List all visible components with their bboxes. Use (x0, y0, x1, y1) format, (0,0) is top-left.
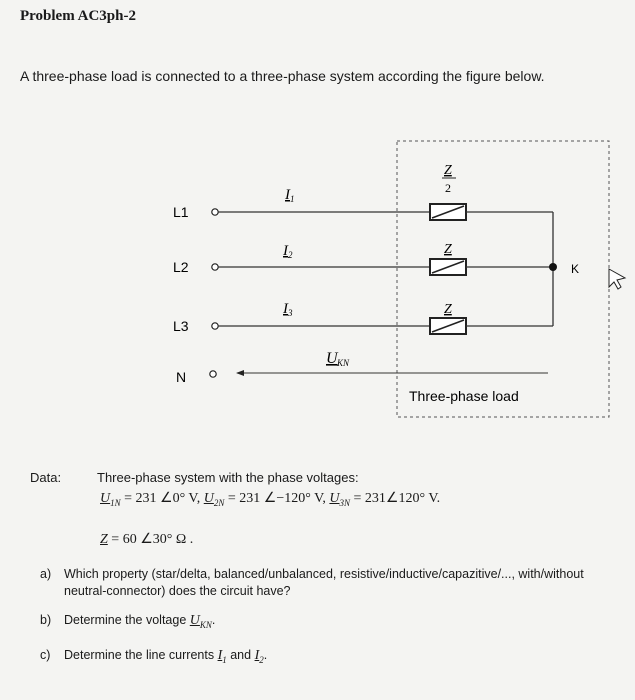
data-label: Data: (30, 470, 62, 485)
problem-title: Problem AC3ph-2 (20, 8, 136, 24)
current-i1-sub: 1 (290, 194, 295, 204)
impedance-label-half: Z (444, 163, 452, 178)
load-label: Three-phase load (409, 388, 519, 404)
impedance-value: Z = 60 ∠30° Ω . (100, 532, 194, 547)
load-box (397, 141, 609, 417)
current-i3: I (283, 301, 288, 317)
mouse-cursor-icon (609, 269, 625, 289)
terminal-l1: L1 (173, 204, 189, 220)
terminal-circle-l2 (212, 264, 218, 270)
terminal-n: N (176, 369, 187, 385)
phase-voltages: $U_{1N} = 231$ ∠0° V, $U_{2N} = 231$ ∠−120° V, $U_{3N}$ = 231∠120° V. (100, 491, 441, 508)
impedance-label-half-denominator: 2 (445, 181, 451, 195)
current-i2-sub: 2 (288, 250, 293, 260)
voltage-label-u: U (326, 350, 338, 367)
impedance-label-l3: Z (444, 302, 452, 317)
current-i3-sub: 3 (288, 308, 293, 318)
current-i2: I (283, 243, 288, 259)
current-i1: I (285, 187, 290, 203)
terminal-l2: L2 (173, 259, 189, 275)
data-description: Three-phase system with the phase voltages: (97, 470, 359, 485)
terminal-l3: L3 (173, 318, 189, 334)
question-b: b) Determine the voltage $U_{KN}$. (40, 613, 216, 630)
terminal-circle-l3 (212, 323, 218, 329)
voltage-label-sub: KN (337, 358, 350, 368)
terminal-circle-n (210, 371, 216, 377)
terminal-circle-l1 (212, 209, 218, 215)
problem-intro: A three-phase load is connected to a three-phase system according the figure below. (20, 68, 545, 84)
question-c: c) Determine the line currents $I_1$ and $I_2$. (40, 648, 268, 665)
node-label-k: K (571, 262, 580, 276)
impedance-label-l2: Z (444, 242, 452, 257)
star-node-k (549, 263, 557, 271)
question-a: a) Which property (star/delta, balanced/unbalanced, resistive/inductive/capazitive/..., with/without neutral-connector) does the circuit have? (40, 567, 584, 598)
